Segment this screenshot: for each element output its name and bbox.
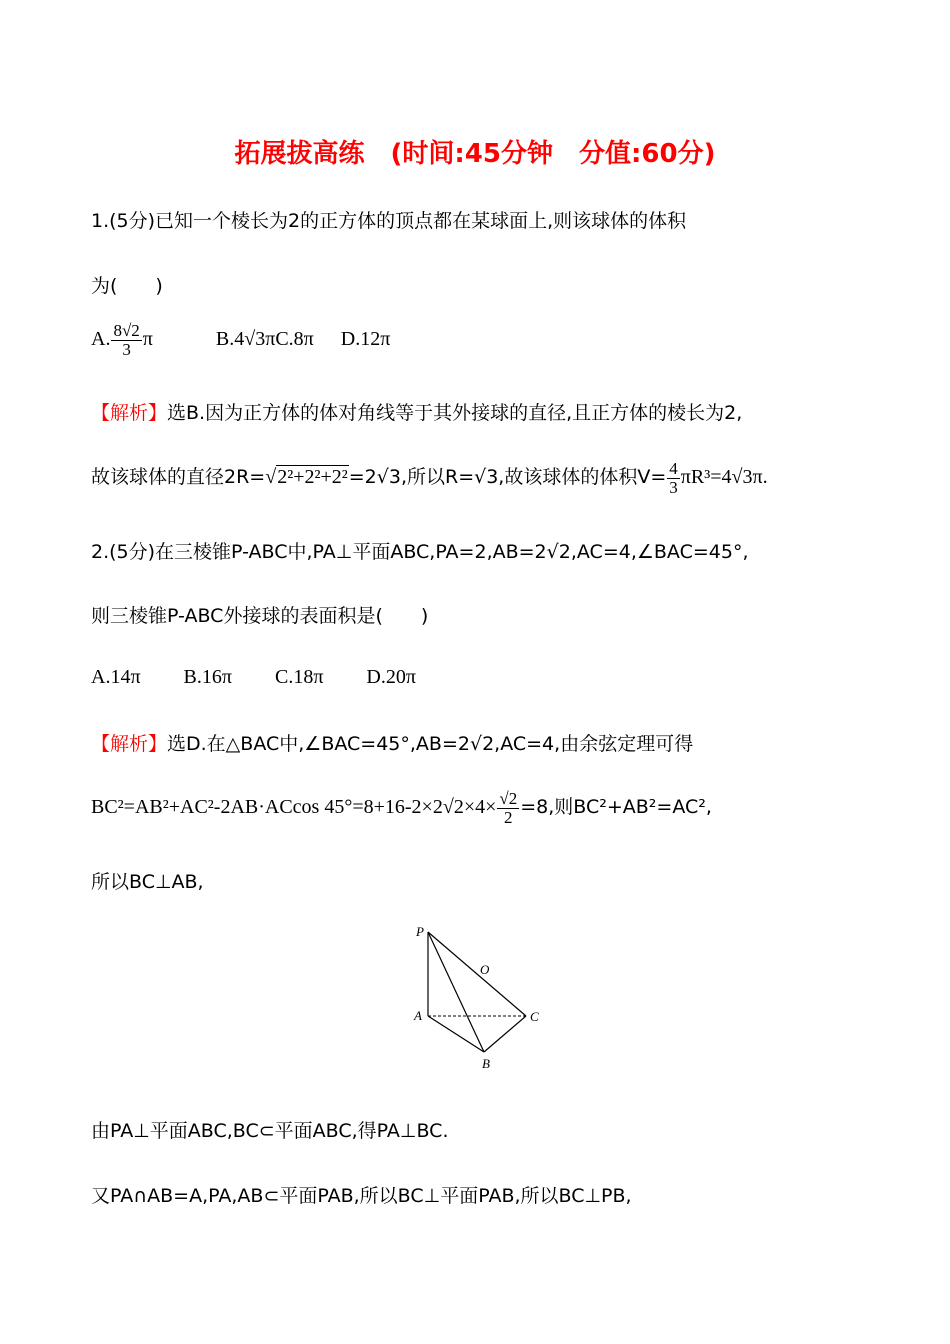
label-o: O — [480, 962, 490, 977]
q2-option-c: C.18π — [274, 666, 324, 688]
q2-option-a: A.14π — [91, 666, 141, 688]
q2-stem-line1: 2.(5分)在三棱锥P-ABC中,PA⊥平面ABC,PA=2,AB=2√2,AC=4,∠BAC=45°, — [91, 541, 749, 563]
q1-stem-line2: 为( ) — [91, 275, 163, 297]
q1-option-c: C.8π — [275, 327, 314, 350]
q1-option-d: D.12π — [340, 327, 391, 350]
page-title: 拓展拔高练 (时间:45分钟 分值:60分) — [234, 139, 716, 169]
q1-option-a: A. $\frac{8√2}{3}$ π — [91, 321, 153, 359]
q2-analysis-line1: 【解析】选D.在△BAC中,∠BAC=45°,AB=2√2,AC=4,由余弦定理可得 — [91, 733, 694, 755]
tetrahedron-figure — [410, 922, 550, 1072]
edge-bc — [484, 1016, 526, 1052]
q1-option-a-numerator: 8√2 — [113, 321, 140, 340]
q2-analysis-line3: 所以BC⊥AB, — [91, 871, 204, 893]
q1-analysis-tag: 【解析】 — [91, 402, 168, 424]
q1-options — [91, 322, 390, 359]
label-b: B — [482, 1056, 490, 1071]
q2-analysis-line2: BC²=AB²+AC²-2AB·ACcos 45°=8+16-2×2√2×4× $\frac{√2}{2}$ =8,则BC²+AB²=AC², — [91, 789, 712, 827]
q2-options — [91, 666, 416, 689]
label-a: A — [414, 1008, 422, 1023]
q1-analysis-line2: 故该球体的直径2R=√2²+2²+2²=2√3,所以R=√3,故该球体的体积V= $\frac{4}{3}$ πR³=4√3π. — [91, 459, 768, 497]
q2-stem-line2: 则三棱锥P-ABC外接球的表面积是( ) — [91, 605, 429, 627]
q1-stem-line1: 1.(5分)已知一个棱长为2的正方体的顶点都在某球面上,则该球体的体积 — [91, 210, 687, 232]
q2-analysis-line4: 由PA⊥平面ABC,BC⊂平面ABC,得PA⊥BC. — [91, 1120, 449, 1142]
q1-option-b: B.4√3π — [215, 327, 276, 350]
q2-analysis-line5: 又PA∩AB=A,PA,AB⊂平面PAB,所以BC⊥平面PAB,所以BC⊥PB, — [91, 1185, 632, 1207]
edge-pc — [428, 932, 526, 1016]
q2-analysis-tag: 【解析】 — [91, 733, 168, 755]
label-p: P — [416, 924, 424, 939]
label-c: C — [530, 1009, 539, 1024]
q1-analysis-line1: 【解析】选B.因为正方体的体对角线等于其外接球的直径,且正方体的棱长为2, — [91, 402, 743, 424]
q2-option-d: D.20π — [366, 666, 416, 688]
q1-option-a-denominator: 3 — [122, 339, 131, 359]
q1-radicand: 2²+2²+2² — [277, 465, 348, 488]
q2-option-b: B.16π — [183, 666, 232, 688]
